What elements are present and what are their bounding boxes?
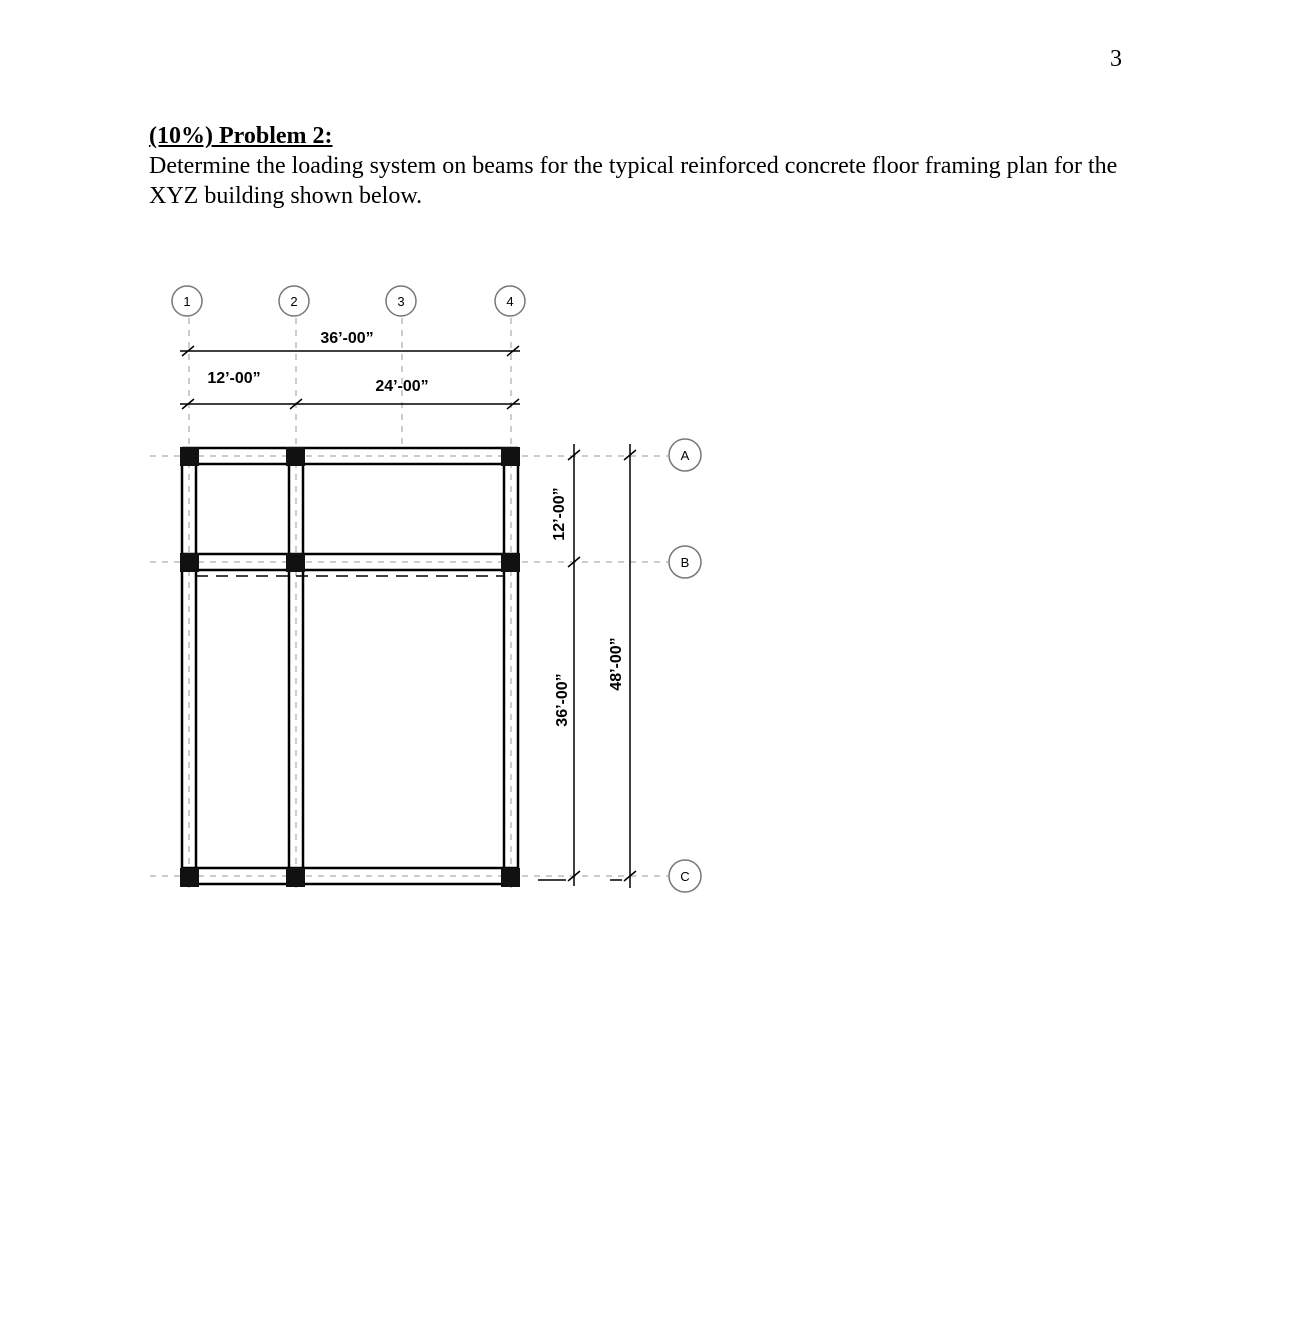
column-a1 [180, 447, 199, 466]
page-number: 3 [1110, 46, 1122, 72]
bubble-col-1-label: 1 [183, 294, 191, 309]
bubble-row-a-label: A [680, 448, 690, 463]
dim-bay-2-4-label: 24’-00” [375, 378, 429, 395]
dim-bay-1-2-label: 12’-00” [207, 370, 261, 387]
bubble-col-4 [495, 286, 525, 316]
column-c2 [286, 868, 305, 887]
columns [180, 447, 520, 887]
bubble-row-b-label: B [680, 555, 690, 570]
dim-span-a-b-label: 12’-00” [551, 487, 568, 541]
column-a2 [286, 447, 305, 466]
column-c4 [501, 868, 520, 887]
bubble-col-2 [279, 286, 309, 316]
column-b2 [286, 553, 305, 572]
column-a4 [501, 447, 520, 466]
column-b4 [501, 553, 520, 572]
bubble-col-1 [172, 286, 202, 316]
bubble-row-c-label: C [680, 869, 690, 884]
bubble-col-3-label: 3 [397, 294, 405, 309]
beams [182, 448, 518, 884]
bubble-col-2-label: 2 [290, 294, 298, 309]
problem-statement: Determine the loading system on beams for the typical reinforced concrete floor framing plan for the XYZ building shown below. [149, 153, 1118, 209]
bubble-row-c [669, 860, 701, 892]
column-c1 [180, 868, 199, 887]
row-bubbles [669, 439, 701, 892]
bubble-row-a [669, 439, 701, 471]
bubble-col-4-label: 4 [506, 294, 514, 309]
column-bubbles [172, 286, 525, 316]
dim-overall-width-label: 36’-00” [320, 330, 374, 347]
column-b1 [180, 553, 199, 572]
bubble-row-b [669, 546, 701, 578]
dim-overall-height-label: 48’-00” [608, 637, 625, 691]
problem-title: (10%) Problem 2: [149, 123, 333, 149]
dim-span-b-c-label: 36’-00” [554, 673, 571, 727]
bubble-col-3 [386, 286, 416, 316]
